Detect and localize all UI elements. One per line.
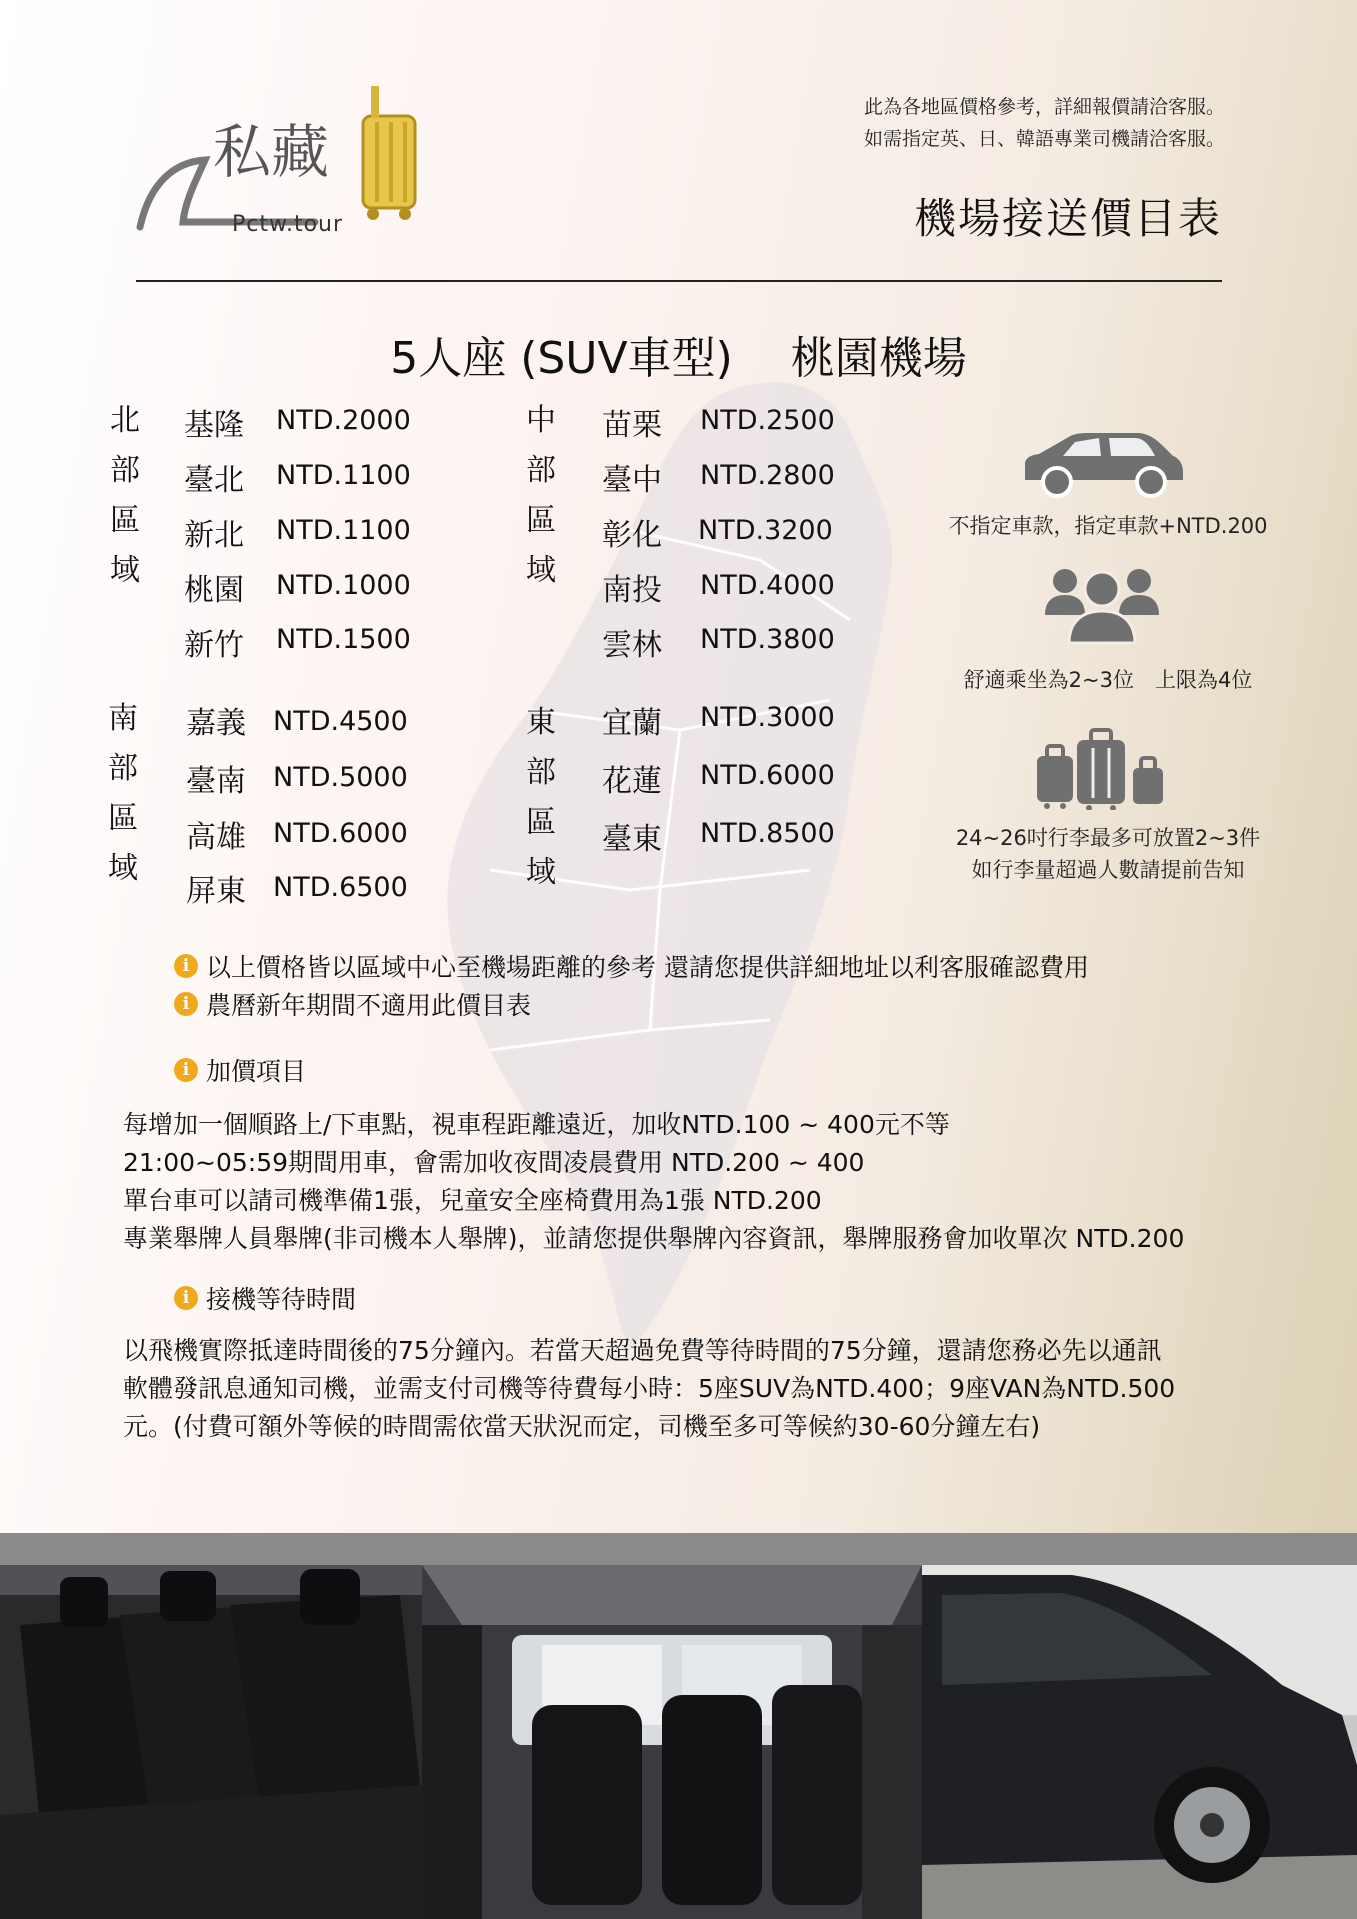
city-hsinchu: 新竹: [184, 628, 244, 663]
price-pingtung: NTD.6500: [273, 872, 408, 903]
photo-van-interior: [422, 1565, 922, 1919]
city-yilan: 宜蘭: [602, 706, 662, 741]
price-taichung: NTD.2800: [700, 460, 835, 491]
logo-text: Pctw.tour: [232, 212, 344, 237]
photo-van-exterior: [922, 1565, 1357, 1919]
city-miaoli: 苗栗: [602, 408, 662, 443]
region-label-east: 東 部 區 域: [526, 705, 556, 890]
city-new-taipei: 新北: [184, 518, 244, 553]
passenger-capacity-note: 舒適乘坐為2~3位 上限為4位: [963, 668, 1253, 692]
info-icon: i: [174, 1058, 198, 1082]
info-icon: i: [174, 954, 198, 978]
city-kaohsiung: 高雄: [186, 820, 246, 855]
price-new-taipei: NTD.1100: [276, 515, 411, 546]
document-title: 機場接送價目表: [913, 194, 1222, 243]
region-label-central: 中 部 區 域: [526, 403, 556, 588]
surcharge-heading: i 加價項目: [174, 1052, 306, 1088]
vehicle-type: 5人座 (SUV車型): [390, 333, 733, 384]
price-tainan: NTD.5000: [273, 762, 408, 793]
city-keelung: 基隆: [184, 408, 244, 443]
price-taitung: NTD.8500: [700, 818, 835, 849]
people-icon: [1043, 563, 1161, 645]
airport-name: 桃園機場: [790, 333, 967, 384]
price-kaohsiung: NTD.6000: [273, 818, 408, 849]
price-keelung: NTD.2000: [276, 405, 411, 436]
info-icon: i: [174, 1286, 198, 1310]
price-hualien: NTD.6000: [700, 760, 835, 791]
region-label-south: 南 部 區 域: [108, 701, 138, 886]
car-model-note: 不指定車款，指定車款+NTD.200: [948, 514, 1268, 538]
city-taitung: 臺東: [602, 822, 662, 857]
price-taoyuan: NTD.1000: [276, 570, 411, 601]
language-driver-note: 如需指定英、日、韓語專業司機請洽客服。: [863, 128, 1225, 150]
note-lunar-new-year: i 農曆新年期間不適用此價目表: [174, 986, 531, 1022]
price-hsinchu: NTD.1500: [276, 624, 411, 655]
price-reference-note: 此為各地區價格參考，詳細報價請洽客服。: [863, 96, 1225, 118]
section-title: [0, 322, 1357, 386]
price-miaoli: NTD.2500: [700, 405, 835, 436]
city-changhua: 彰化: [602, 518, 662, 553]
city-taichung: 臺中: [602, 463, 662, 498]
logo-calligraphy: 私藏: [213, 118, 330, 186]
price-taipei: NTD.1100: [276, 460, 411, 491]
luggage-note: 24~26吋行李最多可放置2~3件 如行李量超過人數請提前告知: [955, 826, 1261, 882]
wait-time-heading: i 接機等待時間: [174, 1280, 356, 1316]
price-nantou: NTD.4000: [700, 570, 835, 601]
city-taipei: 臺北: [184, 463, 244, 498]
city-taoyuan: 桃園: [184, 573, 244, 608]
city-tainan: 臺南: [186, 764, 246, 799]
city-hualien: 花蓮: [602, 764, 662, 799]
region-label-north: 北 部 區 域: [110, 403, 140, 588]
price-changhua: NTD.3200: [698, 515, 833, 546]
car-icon: [1017, 428, 1187, 498]
wait-time-text: 以飛機實際抵達時間後的75分鐘內。若當天超過免費等待時間的75分鐘，還請您務必先以通訊 軟體發訊息通知司機，並需支付司機等待費每小時：5座SUV為NTD.400；9座VAN為NTD.500 元。(付費可額外等候的時間需依當天狀況而定，司機至多可等候約30-60分鐘左右): [123, 1336, 1176, 1441]
price-yunlin: NTD.3800: [700, 624, 835, 655]
price-yilan: NTD.3000: [700, 702, 835, 733]
photo-strip-band: [0, 1533, 1357, 1565]
info-icon: i: [174, 992, 198, 1016]
note-distance-reference: i 以上價格皆以區域中心至機場距離的參考 還請您提供詳細地址以利客服確認費用: [174, 948, 1089, 984]
luggage-icon: [1035, 728, 1167, 810]
price-chiayi: NTD.4500: [273, 706, 408, 737]
photo-rear-seats: [0, 1565, 422, 1919]
surcharge-list: 每增加一個順路上/下車點，視車程距離遠近，加收NTD.100 ~ 400元不等 21:00~05:59期間用車，會需加收夜間凌晨費用 NTD.200 ~ 400 單台車可以請司機準備1張，兒童安全座椅費用為1張 NTD.200 專業舉牌人員舉牌(非司機本人舉牌)，並請您提供舉牌內容資訊，舉牌服務會加收單次 NTD.200: [123, 1110, 1185, 1253]
city-yunlin: 雲林: [602, 628, 662, 663]
city-pingtung: 屏東: [186, 874, 246, 909]
city-nantou: 南投: [602, 573, 662, 608]
header-divider: [136, 280, 1222, 282]
city-chiayi: 嘉義: [186, 706, 246, 741]
